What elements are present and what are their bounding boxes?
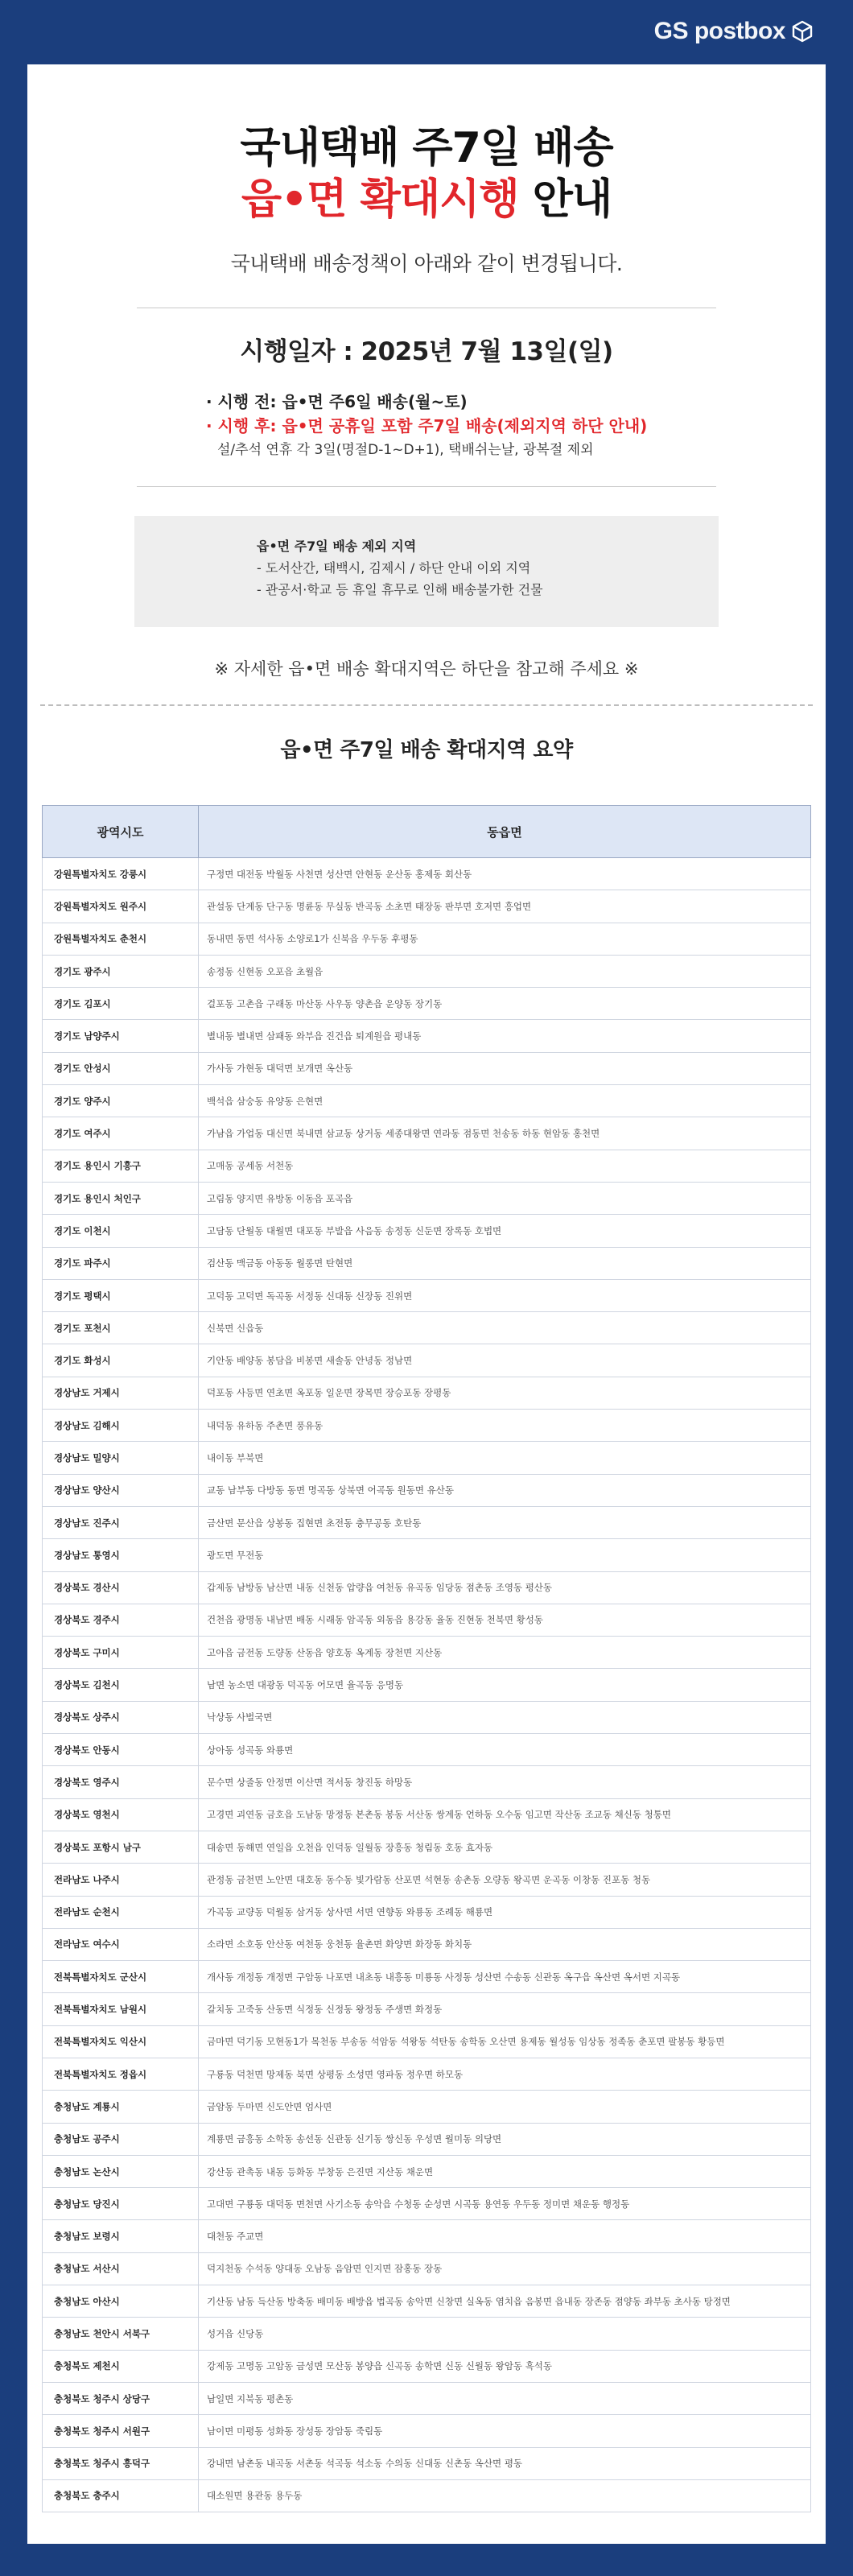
districts-cell: 별내동 별내면 삼패동 와부읍 진건읍 퇴계원읍 평내동 <box>199 1020 811 1052</box>
brand-logo <box>654 18 814 45</box>
districts-cell: 걸포동 고촌읍 구래동 마산동 사우동 양촌읍 운양동 장기동 <box>199 988 811 1020</box>
table-row <box>43 2091 811 2123</box>
notice-card <box>27 64 826 2544</box>
province-cell: 충청남도 서산시 <box>43 2252 199 2285</box>
table-row <box>43 2447 811 2479</box>
province-cell: 전라남도 나주시 <box>43 1864 199 1896</box>
districts-cell: 개사동 개정동 개정면 구암동 나포면 내초동 내흥동 미룡동 사정동 성산면 수송동 신관동 옥구읍 옥산면 옥서면 지곡동 <box>199 1961 811 1993</box>
province-cell: 경상북도 영천시 <box>43 1798 199 1831</box>
table-row <box>43 1215 811 1247</box>
province-cell: 전북특별자치도 군산시 <box>43 1961 199 1993</box>
province-cell: 강원특별자치도 강릉시 <box>43 858 199 890</box>
districts-cell: 남면 농소면 대광동 덕곡동 어모면 율곡동 응명동 <box>199 1669 811 1701</box>
province-cell: 강원특별자치도 춘천시 <box>43 923 199 955</box>
table-row <box>43 2350 811 2382</box>
table-row <box>43 1377 811 1409</box>
districts-cell: 덕지천동 수석동 양대동 오남동 음암면 인지면 잠홍동 장동 <box>199 2252 811 2285</box>
brand-name: GS postbox <box>653 18 785 44</box>
province-cell: 경기도 용인시 처인구 <box>43 1182 199 1214</box>
table-row <box>43 2318 811 2350</box>
districts-cell: 검산동 맥금동 아동동 월롱면 탄현면 <box>199 1247 811 1279</box>
table-row <box>43 2285 811 2318</box>
table-row <box>43 1734 811 1766</box>
exclusion-title: 읍•면 주7일 배송 제외 지역 <box>257 539 417 554</box>
districts-cell: 고림동 양지면 유방동 이동읍 포곡읍 <box>199 1182 811 1214</box>
districts-cell: 동내면 동면 석사동 소양로1가 신북읍 우두동 후평동 <box>199 923 811 955</box>
districts-cell: 대천동 주교면 <box>199 2220 811 2252</box>
table-row <box>43 1182 811 1214</box>
province-cell: 경기도 평택시 <box>43 1279 199 1311</box>
districts-cell: 건천읍 광명동 내남면 배동 시래동 암곡동 외동읍 용강동 율동 진현동 천북면 황성동 <box>199 1604 811 1636</box>
table-row <box>43 1864 811 1896</box>
districts-cell: 고대면 구룡동 대덕동 면천면 사기소동 송악읍 수청동 순성면 시곡동 용연동 우두동 정미면 채운동 행정동 <box>199 2188 811 2220</box>
table-row <box>43 1020 811 1052</box>
table-row <box>43 2252 811 2285</box>
province-cell: 경상남도 거제시 <box>43 1377 199 1409</box>
districts-cell: 성거읍 신당동 <box>199 2318 811 2350</box>
reference-note: ※ 자세한 읍•면 배송 확대지역은 하단을 참고해 주세요 ※ <box>214 659 639 679</box>
districts-cell: 대송면 동해면 연일읍 오천읍 인덕동 일월동 장흥동 청림동 호동 효자동 <box>199 1831 811 1863</box>
province-cell: 경상남도 통영시 <box>43 1539 199 1571</box>
districts-cell: 송정동 신현동 오포읍 초월읍 <box>199 955 811 987</box>
province-cell: 충청남도 논산시 <box>43 2155 199 2187</box>
table-row <box>43 890 811 923</box>
districts-cell: 계룡면 금흥동 소학동 송선동 신관동 신기동 쌍신동 우성면 월미동 의당면 <box>199 2123 811 2155</box>
province-cell: 충청북도 청주시 상당구 <box>43 2382 199 2414</box>
table-row <box>43 2058 811 2090</box>
table-row <box>43 1766 811 1798</box>
region-table-body <box>43 858 811 2512</box>
region-table <box>42 805 811 2512</box>
province-cell: 경기도 김포시 <box>43 988 199 1020</box>
schedule-note: 설/추석 연휴 각 3일(명절D-1~D+1), 택배쉬는날, 광복절 제외 <box>217 442 594 458</box>
districts-cell: 광도면 무전동 <box>199 1539 811 1571</box>
province-cell: 충청북도 청주시 흥덕구 <box>43 2447 199 2479</box>
districts-cell: 금산면 문산읍 상봉동 집현면 초전동 충무공동 호탄동 <box>199 1506 811 1538</box>
province-cell: 경상남도 밀양시 <box>43 1442 199 1474</box>
page-subtitle: 국내택배 배송정책이 아래와 같이 변경됩니다. <box>230 252 623 275</box>
districts-cell: 남일면 지북동 평촌동 <box>199 2382 811 2414</box>
table-row <box>43 1669 811 1701</box>
column-header-districts: 동읍면 <box>199 806 811 858</box>
districts-cell: 금마면 덕기동 모현동1가 목천동 부송동 석암동 석왕동 석탄동 송학동 오산면 용제동 월성동 임상동 정족동 춘포면 팔봉동 황등면 <box>199 2025 811 2058</box>
table-row <box>43 1993 811 2025</box>
table-row <box>43 1117 811 1150</box>
province-cell: 전북특별자치도 남원시 <box>43 1993 199 2025</box>
districts-cell: 기안동 배양동 봉담읍 비봉면 새솔동 안녕동 정남면 <box>199 1344 811 1377</box>
table-row <box>43 1474 811 1506</box>
table-row <box>43 2415 811 2447</box>
districts-cell: 상아동 성곡동 와룡면 <box>199 1734 811 1766</box>
dashed-divider <box>40 704 813 706</box>
districts-cell: 교동 남부동 다방동 동면 명곡동 상북면 어곡동 원동면 유산동 <box>199 1474 811 1506</box>
districts-cell: 대소원면 용관동 용두동 <box>199 2479 811 2512</box>
districts-cell: 고담동 단월동 대월면 대포동 부발읍 사음동 송정동 신둔면 장록동 호법면 <box>199 1215 811 1247</box>
table-row <box>43 1410 811 1442</box>
districts-cell: 관정동 금천면 노안면 대호동 동수동 빛가람동 산포면 석현동 송촌동 오량동 왕곡면 운곡동 이창동 진포동 청동 <box>199 1864 811 1896</box>
districts-cell: 구룡동 덕천면 망제동 북면 상평동 소성면 영파동 정우면 하모동 <box>199 2058 811 2090</box>
province-cell: 경상북도 경산시 <box>43 1571 199 1604</box>
province-cell: 강원특별자치도 원주시 <box>43 890 199 923</box>
districts-cell: 금암동 두마면 신도안면 엄사면 <box>199 2091 811 2123</box>
table-row <box>43 2188 811 2220</box>
table-row <box>43 1279 811 1311</box>
table-row <box>43 988 811 1020</box>
province-cell: 경기도 화성시 <box>43 1344 199 1377</box>
column-header-province: 광역시도 <box>43 806 199 858</box>
page-title-line2 <box>27 174 826 225</box>
box-icon <box>790 19 814 43</box>
districts-cell: 덕포동 사등면 연초면 옥포동 일운면 장목면 장승포동 장평동 <box>199 1377 811 1409</box>
province-cell: 충청남도 계룡시 <box>43 2091 199 2123</box>
effective-date: 시행일자 : 2025년 7월 13일(일) <box>240 337 613 366</box>
districts-cell: 신북면 신읍동 <box>199 1312 811 1344</box>
districts-cell: 내이동 부북면 <box>199 1442 811 1474</box>
province-cell: 충청북도 제천시 <box>43 2350 199 2382</box>
province-cell: 충청남도 아산시 <box>43 2285 199 2318</box>
page-title: 국내택배 주7일 배송 <box>240 124 613 172</box>
province-cell: 경상북도 포항시 남구 <box>43 1831 199 1863</box>
table-row <box>43 1961 811 1993</box>
table-row <box>43 1247 811 1279</box>
districts-cell: 강산동 관촉동 내동 등화동 부창동 은진면 지산동 채운면 <box>199 2155 811 2187</box>
districts-cell: 강제동 고명동 고암동 금성면 모산동 봉양읍 신곡동 송학면 신동 신월동 왕암동 흑석동 <box>199 2350 811 2382</box>
province-cell: 경기도 안성시 <box>43 1052 199 1084</box>
province-cell: 경기도 광주시 <box>43 955 199 987</box>
districts-cell: 문수면 상줄동 안정면 이산면 적서동 창진동 하망동 <box>199 1766 811 1798</box>
province-cell: 경상남도 양산시 <box>43 1474 199 1506</box>
table-row <box>43 1539 811 1571</box>
province-cell: 충청북도 충주시 <box>43 2479 199 2512</box>
province-cell: 전북특별자치도 정읍시 <box>43 2058 199 2090</box>
schedule-after: · 시행 후: 읍•면 공휴일 포함 주7일 배송(제외지역 하단 안내) <box>206 416 648 436</box>
districts-cell: 백석읍 삼숭동 유양동 은현면 <box>199 1085 811 1117</box>
province-cell: 경상남도 진주시 <box>43 1506 199 1538</box>
province-cell: 충청남도 천안시 서북구 <box>43 2318 199 2350</box>
province-cell: 경기도 양주시 <box>43 1085 199 1117</box>
province-cell: 경상북도 안동시 <box>43 1734 199 1766</box>
province-cell: 전라남도 여수시 <box>43 1928 199 1960</box>
province-cell: 경기도 남양주시 <box>43 1020 199 1052</box>
summary-title: 읍•면 주7일 배송 확대지역 요약 <box>280 738 573 762</box>
exclusion-line: - 도서산간, 태백시, 김제시 / 하단 안내 이외 지역 <box>257 560 531 576</box>
province-cell: 경상북도 상주시 <box>43 1701 199 1733</box>
table-header-row <box>43 806 811 858</box>
province-cell: 경기도 파주시 <box>43 1247 199 1279</box>
table-row <box>43 1701 811 1733</box>
table-row <box>43 1571 811 1604</box>
table-row <box>43 1150 811 1182</box>
schedule-list <box>206 390 826 462</box>
province-cell: 경상북도 영주시 <box>43 1766 199 1798</box>
province-cell: 경상북도 김천시 <box>43 1669 199 1701</box>
table-row <box>43 1798 811 1831</box>
province-cell: 충청북도 청주시 서원구 <box>43 2415 199 2447</box>
table-row <box>43 1928 811 1960</box>
province-cell: 경기도 포천시 <box>43 1312 199 1344</box>
table-row <box>43 1604 811 1636</box>
table-row <box>43 1312 811 1344</box>
table-row <box>43 2123 811 2155</box>
province-cell: 전북특별자치도 익산시 <box>43 2025 199 2058</box>
table-row <box>43 2479 811 2512</box>
schedule-before: · 시행 전: 읍•면 주6일 배송(월~토) <box>206 392 468 411</box>
districts-cell: 갑제동 남방동 남산면 내동 신천동 압량읍 여천동 유곡동 임당동 점촌동 조영동 평산동 <box>199 1571 811 1604</box>
table-row <box>43 1831 811 1863</box>
table-row <box>43 2220 811 2252</box>
table-row <box>43 2155 811 2187</box>
table-row <box>43 1896 811 1928</box>
districts-cell: 낙상동 사벌국면 <box>199 1701 811 1733</box>
table-row <box>43 1442 811 1474</box>
districts-cell: 가사동 가현동 대덕면 보개면 옥산동 <box>199 1052 811 1084</box>
table-row <box>43 1637 811 1669</box>
title-suffix: 안내 <box>532 175 612 224</box>
table-row <box>43 923 811 955</box>
districts-cell: 가남읍 가업동 대신면 북내면 삼교동 상거동 세종대왕면 연라동 점동면 천송동 하동 현암동 홍천면 <box>199 1117 811 1150</box>
districts-cell: 내덕동 유하동 주촌면 풍유동 <box>199 1410 811 1442</box>
province-cell: 전라남도 순천시 <box>43 1896 199 1928</box>
table-row <box>43 1344 811 1377</box>
table-row <box>43 1052 811 1084</box>
districts-cell: 소라면 소호동 안산동 여천동 웅천동 율촌면 화양면 화장동 화치동 <box>199 1928 811 1960</box>
table-row <box>43 1085 811 1117</box>
districts-cell: 기산동 남동 득산동 방축동 배미동 배방읍 법곡동 송악면 신창면 실옥동 염치읍 음봉면 읍내동 장존동 점양동 좌부동 초사동 탕정면 <box>199 2285 811 2318</box>
table-row <box>43 1506 811 1538</box>
districts-cell: 고매동 공세동 서천동 <box>199 1150 811 1182</box>
province-cell: 충청남도 당진시 <box>43 2188 199 2220</box>
districts-cell: 고경면 괴연동 금호읍 도남동 망정동 본촌동 봉동 서산동 쌍계동 언하동 오수동 임고면 작산동 조교동 채신동 청통면 <box>199 1798 811 1831</box>
table-row <box>43 2025 811 2058</box>
table-row <box>43 955 811 987</box>
province-cell: 경기도 용인시 기흥구 <box>43 1150 199 1182</box>
province-cell: 경상북도 구미시 <box>43 1637 199 1669</box>
province-cell: 경기도 이천시 <box>43 1215 199 1247</box>
districts-cell: 강내면 남촌동 내곡동 서촌동 석곡동 석소동 수의동 신대동 신촌동 옥산면 평동 <box>199 2447 811 2479</box>
table-row <box>43 2382 811 2414</box>
districts-cell: 구정면 대전동 박월동 사천면 성산면 안현동 운산동 홍제동 회산동 <box>199 858 811 890</box>
exclusion-box <box>134 516 719 627</box>
districts-cell: 가곡동 교량동 덕월동 삼거동 상사면 서면 연향동 와룡동 조례동 해룡면 <box>199 1896 811 1928</box>
province-cell: 경상남도 김해시 <box>43 1410 199 1442</box>
title-highlight: 읍•면 확대시행 <box>241 175 519 224</box>
districts-cell: 고아읍 금전동 도량동 산동읍 양호동 옥계동 장천면 지산동 <box>199 1637 811 1669</box>
divider <box>137 486 716 487</box>
province-cell: 충청남도 보령시 <box>43 2220 199 2252</box>
districts-cell: 고덕동 고덕면 독곡동 서정동 신대동 신장동 진위면 <box>199 1279 811 1311</box>
districts-cell: 남이면 미평동 성화동 장성동 장암동 죽림동 <box>199 2415 811 2447</box>
table-row <box>43 858 811 890</box>
province-cell: 경상북도 경주시 <box>43 1604 199 1636</box>
province-cell: 충청남도 공주시 <box>43 2123 199 2155</box>
districts-cell: 관설동 단계동 단구동 명륜동 무실동 반곡동 소초면 태장동 판부면 호저면 흥업면 <box>199 890 811 923</box>
districts-cell: 갈치동 고죽동 산동면 식정동 신정동 왕정동 주생면 화정동 <box>199 1993 811 2025</box>
exclusion-line: - 관공서·학교 등 휴일 휴무로 인해 배송불가한 건물 <box>257 582 543 597</box>
province-cell: 경기도 여주시 <box>43 1117 199 1150</box>
